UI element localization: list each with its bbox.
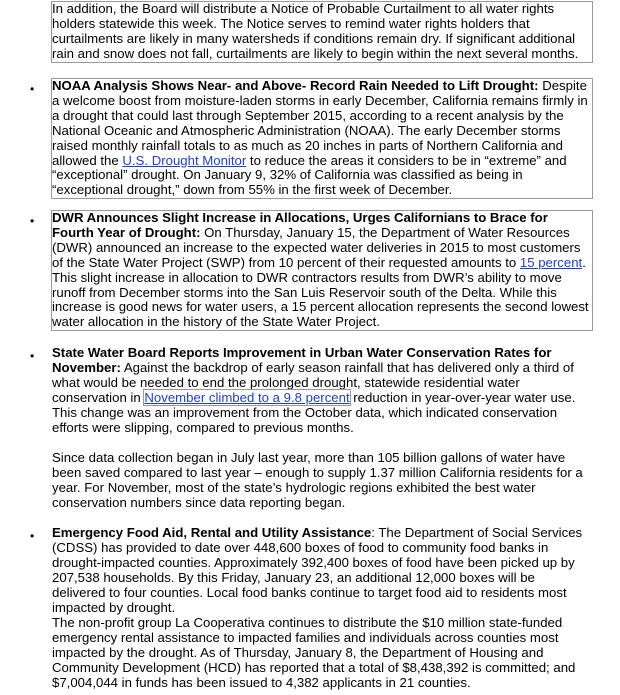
fifteen-percent-link[interactable]: 15 percent: [519, 254, 583, 270]
food-aid-heading: Emergency Food Aid, Rental and Utility Assistance: [52, 525, 372, 540]
conservation-paragraph: [52, 346, 592, 435]
noaa-paragraph: [52, 79, 592, 198]
noaa-heading: NOAA Analysis Shows Near- and Above- Record Rain Needed to Lift Drought:: [52, 78, 539, 93]
conservation-followup-paragraph: Since data collection began in July last year, more than 105 billion gallons of water have been saved compared to last year – enough to supply 1.37 million California residents for a year. For November, most of the state’s hydrologic regions exhibited the best water conservation numbers since data reporting began.: [52, 450, 583, 510]
bullet-marker: •: [30, 529, 35, 543]
dwr-paragraph: [52, 211, 592, 330]
intro-paragraph: In addition, the Board will distribute a Notice of Probable Curtailment to all water rights holders statewide this week. The Notice serves to remind water rights holders that curtailments are likely in many watersheds if conditions remain dry. If significant additional rain and snow does not fall, curtailments are likely to begin within the next several months.: [52, 2, 592, 62]
noaa-text-b: to reduce the areas it considers to be in “extreme” and “exceptional” drought. On January 9, 32% of California was classified as being in “exceptional drought,” down from 55% in the first week of December.: [52, 152, 567, 198]
bullet-marker: •: [30, 82, 35, 96]
rental-assistance-paragraph: The non-profit group La Cooperativa continues to distribute the $10 million state-funded emergency rental assistance to impacted families and individuals across counties most impacted by the drought. As of Thursday, January 8, the Department of Housing and Community Development (HCD) has reported that a total of $8,438,392 is committed; and $7,004,044 in funds has been issued to 4,382 applicants in 21 counties.: [52, 615, 576, 690]
food-aid-paragraph: [52, 526, 592, 615]
dwr-heading: DWR Announces Slight Increase in Allocations, Urges Californians to Brace for Fourth Year of Drought:: [52, 210, 548, 240]
conservation-heading: State Water Board Reports Improvement in Urban Water Conservation Rates for November:: [52, 345, 552, 375]
conservation-text-a: Against the backdrop of early season rainfall that has delivered only a third of what would be needed to end the prolonged drought, statewide residential water conservation in: [52, 359, 574, 405]
dwr-text-b: . This slight increase in allocation to DWR contractors results from DWR’s ability to move runoff from December storms into the San Luis Reservoir south of the Delta. While this increase is good news for water users, a 15 percent allocation represents the second lowest water allocation in the history of the State Water Project.: [52, 254, 589, 330]
food-aid-text: : The Department of Social Services (CDSS) has provided to date over 448,600 boxes of food to community food banks in drought-impacted counties. Approximately 392,400 boxes of food have been picked up by 207,538 households. By this Friday, January 23, an additional 12,000 boxes will be delivered to four counties. Local food banks continue to target food aid to residents most impacted by drought.: [52, 525, 583, 615]
drought-monitor-link[interactable]: U.S. Drought Monitor: [122, 152, 247, 168]
dwr-text-a: On Thursday, January 15, the Department of Water Resources (DWR) announced an increase to the expected water deliveries in 2015 to most customers of the State Water Project (SWP) from 10 percent of their requested amounts to: [52, 224, 581, 270]
bullet-marker: •: [30, 349, 35, 363]
noaa-text-a: Despite a welcome boost from moisture-laden storms in early December, California remains firmly in a drought that could last through September 2015, according to a recent analysis by the National Oceanic and Atmospheric Administration (NOAA). The early December storms raised monthly rainfall totals to as much as 20 inches in parts of Northern California and allowed the: [52, 78, 588, 168]
november-conservation-link[interactable]: November climbed to a 9.8 percent: [144, 389, 350, 405]
bullet-marker: •: [30, 214, 35, 228]
conservation-text-b: reduction in year-over-year water use. This change was an improvement from the October data, which indicated conservation efforts were slipping, compared to previous months.: [52, 389, 576, 435]
